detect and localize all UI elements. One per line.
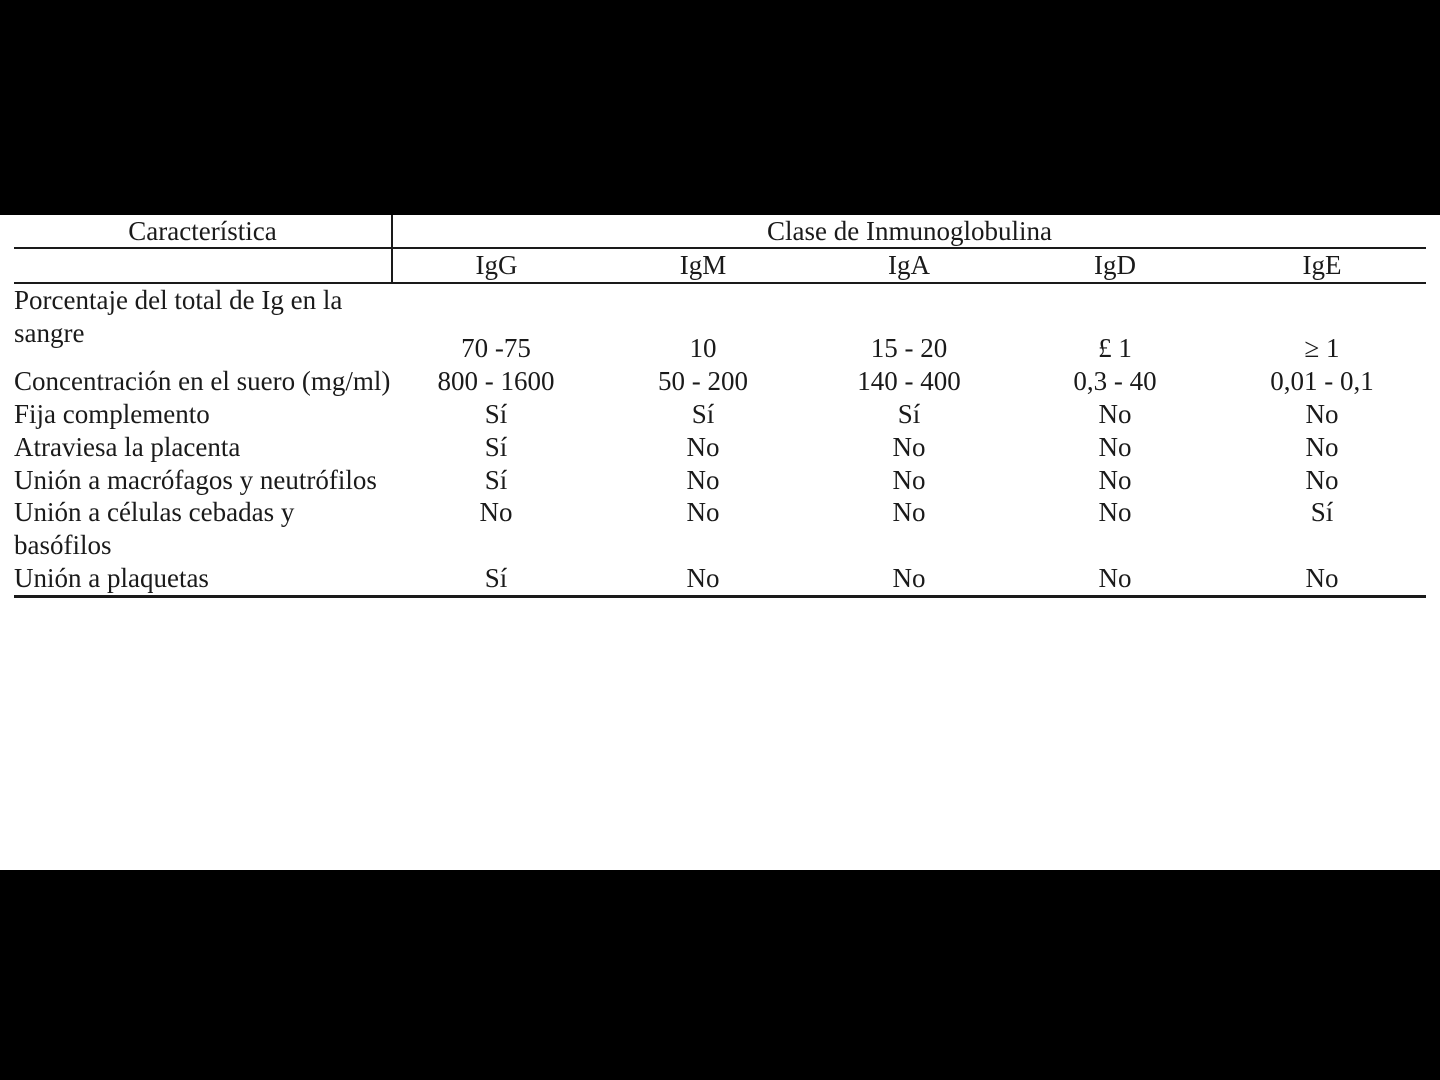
- header-class-igg: IgG: [392, 248, 600, 282]
- cell-igm: No: [686, 431, 720, 462]
- table-row: [14, 365, 1426, 398]
- table-row: [14, 398, 1426, 431]
- header-class-igm: IgM: [600, 248, 806, 282]
- cell-iga: 15 - 20: [870, 332, 948, 363]
- row-feature-label: Unión a plaquetas: [14, 562, 392, 596]
- cell-igm: 10: [689, 332, 717, 363]
- cell-iga: No: [892, 431, 926, 462]
- cell-igd: 0,3 - 40: [1073, 365, 1157, 396]
- cell-igm: No: [686, 497, 720, 528]
- table-header-row-classes: [14, 248, 1426, 282]
- table-body: [14, 283, 1426, 597]
- row-feature-label: Atraviesa la placenta: [13, 431, 241, 462]
- cell-igg: 70 -75: [461, 332, 531, 363]
- cell-igd: No: [1098, 431, 1132, 462]
- table-row: [14, 464, 1426, 497]
- header-characteristic: Característica: [14, 215, 392, 248]
- cell-igm: No: [686, 464, 720, 495]
- row-feature-label: Concentración en el suero (mg/ml): [13, 365, 391, 396]
- cell-ige: Sí: [1310, 497, 1334, 528]
- row-feature-label: Unión a células cebadas y basófilos: [13, 497, 295, 561]
- row-feature-label: Fija complemento: [13, 398, 210, 429]
- row-feature-label: Unión a macrófagos y neutrófilos: [13, 464, 377, 495]
- table-header-row-group: [14, 215, 1426, 248]
- cell-iga: 140 - 400: [857, 365, 961, 396]
- table-row: [14, 283, 1426, 365]
- cell-igd: No: [1098, 398, 1132, 429]
- cell-ige: 0,01 - 0,1: [1270, 365, 1374, 396]
- header-immunoglobulin-class: Clase de Inmunoglobulina: [392, 215, 1426, 248]
- cell-igg: Sí: [484, 431, 508, 462]
- cell-ige: No: [1305, 431, 1339, 462]
- cell-igm: No: [600, 562, 806, 596]
- cell-ige: No: [1305, 464, 1339, 495]
- immunoglobulin-table-container: [0, 215, 1440, 870]
- immunoglobulin-class-table: [14, 215, 1426, 598]
- cell-igd: £ 1: [1098, 332, 1132, 363]
- cell-iga: No: [892, 464, 926, 495]
- cell-iga: No: [892, 497, 926, 528]
- row-feature-label: Porcentaje del total de Ig en la sangre: [13, 284, 343, 348]
- cell-igg: 800 - 1600: [437, 365, 555, 396]
- cell-ige: ≥ 1: [1304, 332, 1340, 363]
- table-row: [14, 431, 1426, 464]
- cell-igd: No: [1098, 464, 1132, 495]
- cell-igg: No: [479, 497, 513, 528]
- table-row: [14, 496, 1426, 562]
- cell-igm: 50 - 200: [657, 365, 748, 396]
- header-spacer-cell: [14, 248, 392, 282]
- table-header: [14, 215, 1426, 283]
- cell-ige: No: [1305, 398, 1339, 429]
- cell-igd: No: [1098, 497, 1132, 528]
- cell-igg: Sí: [484, 464, 508, 495]
- header-class-iga: IgA: [806, 248, 1012, 282]
- header-class-igd: IgD: [1012, 248, 1218, 282]
- cell-igm: Sí: [691, 398, 715, 429]
- cell-igg: Sí: [484, 398, 508, 429]
- cell-igd: No: [1012, 562, 1218, 596]
- cell-igg: Sí: [392, 562, 600, 596]
- cell-iga: No: [806, 562, 1012, 596]
- cell-ige: No: [1218, 562, 1426, 596]
- cell-iga: Sí: [897, 398, 921, 429]
- table-row: [14, 562, 1426, 596]
- header-class-ige: IgE: [1218, 248, 1426, 282]
